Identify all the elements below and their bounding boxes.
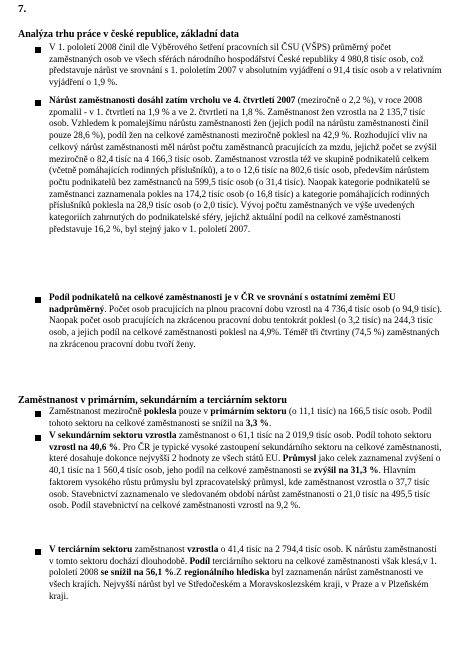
- text-run: jako celek zaznamenal zvýšení o 40,1 tisíc na 1 560,4 tisíc osob, jeho podíl na celkové zaměstnanosti se: [49, 454, 441, 477]
- page-number: 7.: [18, 3, 27, 15]
- text-run: zaměstnanost: [132, 545, 188, 555]
- bold-text-run: V sekundárním sektoru vzrostla: [49, 431, 177, 441]
- text-run: o 41,4 tisíc na 2 794,4 tisíc osob. K nárůstu zaměstnanosti v tomto sektoru dochází dlouhodobě.: [49, 545, 437, 567]
- bold-text-run: Nárůst zaměstnanosti dosáhl zatím vrcholu ve 4. čtvrtletí 2007: [49, 96, 296, 106]
- text-run: byl zaznamenán nárůst zaměstnanosti ve všech krajích. Nejvyšší nárůst byl ve Středočeském a Moravskoslezském kraji, v Praze a v Plzeňském kraji.: [49, 568, 429, 602]
- text-run: V 1. pololetí 2008 činil dle Výběrového šetření pracovních sil ČSU (VŠPS) průměrný počet zaměstnaných osob ve všech sférách národního hospodářství České republiky 4 980,8 tisíc osob, což představuje nárůst ve srovnání s 1. pololetím 2007 v absolutním vyjádření o 91,4 tisíc osob a v relativním vyjádření o 1,9 %.: [49, 43, 442, 89]
- text-run: . Hlavním faktorem vysokého růstu průmyslu byl zpracovatelský průmysl, kde zaměstnanost vzrostla o 37,7 tisíc osob. Stavebnictví zaznamenalo ve sledovaném období nárůst zaměstnanosti o 21,0 tisíc na 495,5 tisíc osob. Podíl stavebnictví na celkové zaměstnanosti vzrostl na 9,2 %.: [49, 466, 431, 512]
- text-run: terciárního sektoru na celkové zaměstnanosti však klesá,v 1. pololetí 2008: [49, 556, 437, 579]
- bold-text-run: V terciárním sektoru: [49, 545, 133, 555]
- bold-text-run: 3,3 %: [245, 418, 269, 429]
- bullet-icon: [35, 549, 41, 555]
- text-run: .Z: [173, 568, 185, 579]
- text-run: .: [268, 418, 272, 429]
- bold-text-run: primárním sektoru: [210, 407, 287, 417]
- bold-text-run: vzrostl na 40,6 %: [49, 442, 119, 453]
- text-run: Zaměstnanost meziročně: [49, 407, 144, 417]
- text-run: . Pro ČR je typické vysoké zastoupení sekundárního sektoru na celkové zaměstnanosti, které dosahuje dokonce nejvyšší 2 hodnoty ze všech států EU.: [49, 442, 442, 465]
- section2-item-2: [49, 431, 442, 513]
- bold-text-run: vzrostla: [187, 545, 219, 555]
- bullet-icon: [35, 297, 41, 303]
- bullet-icon: [35, 100, 41, 106]
- bold-text-run: poklesla: [144, 407, 177, 417]
- bold-text-run: zvýšil na 31,3 %: [313, 466, 379, 477]
- section1-item-1: [49, 43, 442, 90]
- section1-item-2: [49, 96, 442, 236]
- section2-item-1: [49, 407, 442, 430]
- bullet-icon: [35, 411, 41, 417]
- section1-heading: Analýza trhu práce v české republice, základní data: [18, 29, 239, 40]
- text-run: . Počet osob pracujících na plnou pracovní dobu vzrostl na 4 736,4 tisíc osob (o 94,9 tisíc). Naopak počet osob pracujících na zkrácenou pracovní dobu tentokrát poklesl (o 3,2 tisíc) na 244,3 tisíc osob, a jejich podíl na celkové zaměstnanosti poklesl na 4,9%. Téměř tři čtvrtiny (74,5 %) zaměstnaných na zkrácenou pracovní dobu tvoří ženy.: [49, 304, 443, 350]
- section2-item-3: [49, 545, 442, 604]
- bold-text-run: regionálního hlediska: [184, 568, 270, 579]
- bullet-icon: [35, 47, 41, 53]
- bullet-icon: [35, 435, 41, 441]
- bold-text-run: Podíl podnikatelů na celkové zaměstnanosti je v ČR ve srovnání s ostatními zeměmi EU nadprůměrný: [49, 293, 396, 315]
- text-run: zaměstnanost o 61,1 tisíc na 2 019,9 tisíc osob. Podíl tohoto sektoru: [176, 431, 432, 441]
- section2-heading: Zaměstnanost v primárním, sekundárním a terciárním sektoru: [18, 395, 287, 406]
- section1-item-3: [49, 293, 442, 352]
- bold-text-run: Podíl: [189, 556, 211, 567]
- text-run: (meziročně o 2,2 %), v roce 2008 zpomalil - v 1. čtvrtletí na 1,9 % a ve 2. čtvrtletí na 1,8 %. Zaměstnanost žen vzrostla na 2 135,7 tisíc osob. Vzhledem k pomalejšímu nárůstu zaměstnanosti žen (jejich podíl na nárůstu zaměstnanosti činil pouze 28,6 %), podíl žen na celkové zaměstnanosti meziročně poklesl na 42,9 %. Rozhodující vliv na celkový nárůst zaměstnanosti měl nárůst počtu zaměstnanců pracujících za mzdu, jejichž počet se zvýšil meziročně o 82,4 tisíc na 4 166,3 tisíc osob. Zaměstnanost vzrostla též ve skupině podnikatelů celkem (včetně pomáhajících rodinných příslušníků), a to o 12,6 tisíc na 802,6 tisíc osob, především nárůstem počtu podnikatelů bez zaměstnanců na 599,5 tisíc osob (o 31,4 tisíc). Naopak kategorie podnikatelů se zaměstnanci zaznamenala pokles na 174,2 tisíc osob (o 16,8 tisíc) a kategorie pomáhajících rodinných příslušníků poklesla na 28,9 tisíc osob (o 2,0 tisíc). Vývoj počtu zaměstnaných ve výše uvedených kategoriích zahrnutých do podnikatelské sféry, jejichž aktuální podíl na celkové zaměstnanosti představuje 16,2 %, byl stejný jako v 1. pololetí 2007.: [49, 96, 437, 235]
- bold-text-run: Průmysl: [282, 454, 317, 465]
- text-run: (o 11,1 tisíc) na 166,5 tisíc osob. Podíl tohoto sektoru na celkové zaměstnanosti se snížil na: [49, 407, 433, 429]
- text-run: pouze v: [176, 407, 211, 417]
- bold-text-run: se snížil na 56,1 %: [100, 568, 174, 579]
